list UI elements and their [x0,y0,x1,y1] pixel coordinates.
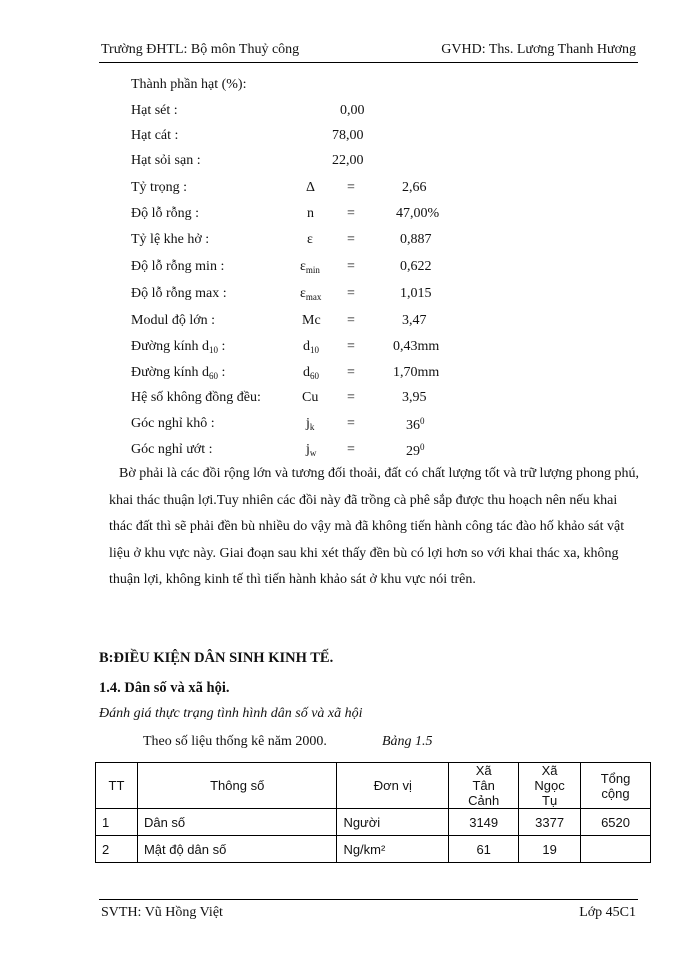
cell-tong: 6520 [581,809,651,836]
prop-eq: = [347,286,355,301]
prop-eq: = [347,206,355,221]
prop-label-d60: Đường kính $d_{60}$ : [131,365,226,381]
prop-symbol-do-lo-rong-max: $\varepsilon_{max}$ [300,286,322,302]
composition-value-soi: 22,00 [332,153,364,168]
prop-symbol-ty-le-khe-ho: ε [307,232,313,247]
statistics-note: Theo số liệu thống kê năm 2000. [143,734,327,749]
cell-thong-so: Mật độ dân số [137,836,336,863]
table-label: Bảng 1.5 [382,734,433,749]
prop-value-goc-uot: $29^0$ [406,442,425,459]
prop-value-d60: 1,70mm [393,365,440,380]
prop-label-do-lo-rong-max: Độ lỗ rỗng max : [131,286,227,301]
prop-label-goc-uot: Góc nghỉ ướt : [131,442,213,457]
cell-tt: 1 [96,809,138,836]
page-header [101,42,636,58]
cell-tong [581,836,651,863]
footer-right: Lớp 45C1 [579,905,636,920]
prop-eq: = [347,232,355,247]
cell-don-vi: Ng/km² [337,836,449,863]
subsection-heading: 1.4. Dân số và xã hội. [99,680,230,696]
prop-value-ty-trong: 2,66 [402,180,427,195]
prop-value-cu: 3,95 [402,390,427,405]
cell-tan-canh: 3149 [449,809,519,836]
cell-tan-canh: 61 [449,836,519,863]
prop-eq: = [347,180,355,195]
table-row [96,836,651,863]
header-tong: Tổng cộng [581,763,651,809]
italic-title: Đánh giá thực trạng tình hình dân số và xã hội [99,706,363,721]
prop-eq: = [347,365,355,380]
header-tt: TT [96,763,138,809]
composition-label-set: Hạt sét : [131,103,178,118]
prop-label-d10: Đường kính $d_{10}$ : [131,339,226,355]
page-footer [101,905,636,921]
prop-value-d10: 0,43mm [393,339,440,354]
prop-symbol-cu: Cu [302,390,319,405]
prop-label-goc-kho: Góc nghỉ khô : [131,416,215,431]
footer-left: SVTH: Vũ Hồng Việt [101,905,223,920]
prop-eq: = [347,313,355,328]
population-table [95,762,651,863]
prop-value-do-lo-rong: 47,00% [396,206,440,221]
header-don-vi: Đơn vị [337,763,449,809]
prop-label-ty-trong: Tỷ trọng : [131,180,187,195]
composition-value-set: 0,00 [340,103,365,118]
prop-eq: = [347,442,355,457]
header-left: Trường ĐHTL: Bộ môn Thuỷ công [101,42,300,57]
cell-don-vi: Người [337,809,449,836]
prop-value-goc-kho: $36^0$ [406,416,425,433]
prop-label-modul: Modul độ lớn : [131,313,216,328]
prop-eq: = [347,390,355,405]
prop-symbol-do-lo-rong: n [307,206,314,221]
prop-symbol-do-lo-rong-min: $\varepsilon_{min}$ [300,259,320,275]
prop-label-ty-le-khe-ho: Tỷ lệ khe hở : [131,232,210,247]
cell-tt: 2 [96,836,138,863]
header-rule [99,62,638,63]
footer-rule [99,899,638,900]
header-ngoc-tu: Xã Ngọc Tụ [519,763,581,809]
composition-label-cat: Hạt cát : [131,128,179,143]
prop-eq: = [347,339,355,354]
header-thong-so: Thông số [137,763,336,809]
prop-label-cu: Hệ số không đồng đều: [131,390,261,405]
prop-symbol-d10: $d_{10}$ [303,339,319,355]
table-row [96,809,651,836]
prop-value-do-lo-rong-min: 0,622 [400,259,432,274]
cell-ngoc-tu: 3377 [519,809,581,836]
cell-ngoc-tu: 19 [519,836,581,863]
header-right: GVHD: Ths. Lương Thanh Hương [441,42,636,57]
composition-title: Thành phần hạt (%): [131,77,247,92]
prop-label-do-lo-rong-min: Độ lỗ rỗng min : [131,259,225,274]
prop-symbol-goc-uot: $j_w$ [306,442,317,458]
cell-thong-so: Dân số [137,809,336,836]
prop-value-do-lo-rong-max: 1,015 [400,286,432,301]
table-header-row [96,763,651,809]
prop-eq: = [347,416,355,431]
header-tan-canh: Xã Tân Cảnh [449,763,519,809]
section-heading: B:ĐIỀU KIỆN DÂN SINH KINH TẾ. [99,650,334,666]
composition-value-cat: 78,00 [332,128,364,143]
prop-eq: = [347,259,355,274]
prop-symbol-ty-trong: Δ [306,180,316,195]
prop-label-do-lo-rong: Độ lỗ rỗng : [131,206,200,221]
prop-symbol-d60: $d_{60}$ [303,365,319,381]
prop-symbol-modul: Mc [302,313,321,328]
prop-symbol-goc-kho: $j_k$ [306,416,315,432]
prop-value-modul: 3,47 [402,313,427,328]
prop-value-ty-le-khe-ho: 0,887 [400,232,432,247]
body-paragraph: Bờ phải là các đồi rộng lớn và tương đối thoải, đất có chất lượng tốt và trữ lượng phong phú, khai thác thuận lợi.Tuy nhiên các đồi này đã trồng cà phê sắp được thu hoạch nên nếu khai thác đất thì sẽ phải đền bù nhiều do vậy mà đã không tiến hành công tác đào hố khảo sát vật liệu ở khu vực này. Giai đoạn sau khi xét thấy đền bù có lợi hơn so với khai thác xa, không thuận lợi, không kinh tế thì tiến hành khảo sát ở khu vực nói trên. [109,466,639,587]
composition-label-soi: Hạt sỏi sạn : [131,153,201,168]
